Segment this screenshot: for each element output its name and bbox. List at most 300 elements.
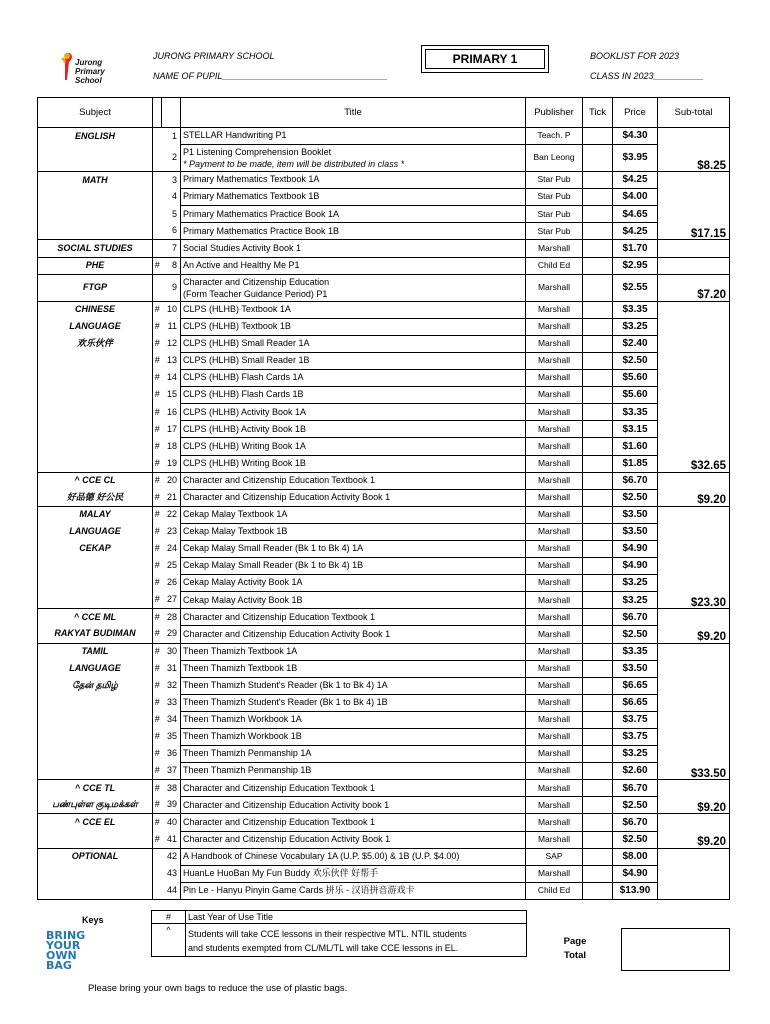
title-line: Theen Thamizh Student's Reader (Bk 1 to Bk 4) 1B xyxy=(183,697,388,708)
title-cell xyxy=(181,882,526,899)
tick-cell[interactable] xyxy=(583,626,613,643)
tick-cell[interactable] xyxy=(583,540,613,557)
mark-cell xyxy=(153,206,162,223)
title-cell xyxy=(181,848,526,865)
price-cell: $3.15 xyxy=(613,421,658,438)
mark-cell: # xyxy=(153,352,162,369)
table-row xyxy=(38,780,730,797)
mark-cell: # xyxy=(153,370,162,387)
tick-cell[interactable] xyxy=(583,421,613,438)
item-number: 44 xyxy=(162,882,181,899)
tick-cell[interactable] xyxy=(583,763,613,780)
publisher-cell: Marshall xyxy=(526,865,583,882)
subtotal-cell xyxy=(658,780,730,797)
item-number: 19 xyxy=(162,455,181,472)
price-cell: $6.70 xyxy=(613,609,658,626)
tick-cell[interactable] xyxy=(583,387,613,404)
price-cell: $5.60 xyxy=(613,370,658,387)
title-line: Character and Citizenship Education Textbook 1 xyxy=(183,611,375,622)
publisher-cell: Marshall xyxy=(526,352,583,369)
title-cell xyxy=(181,318,526,335)
mark-cell: # xyxy=(153,301,162,318)
price-cell: $6.70 xyxy=(613,780,658,797)
item-number: 30 xyxy=(162,643,181,660)
tick-cell[interactable] xyxy=(583,128,613,145)
tick-cell[interactable] xyxy=(583,558,613,575)
title-line: Character and Citizenship Education Textbook 1 xyxy=(183,782,375,793)
price-cell: $3.35 xyxy=(613,404,658,421)
subtotal-cell: $33.50 xyxy=(658,763,730,780)
publisher-cell: Marshall xyxy=(526,472,583,489)
title-cell xyxy=(181,746,526,763)
title-cell xyxy=(181,189,526,206)
price-cell: $2.95 xyxy=(613,257,658,274)
item-number: 43 xyxy=(162,865,181,882)
title-cell xyxy=(181,206,526,223)
mark-cell: # xyxy=(153,729,162,746)
item-number: 39 xyxy=(162,797,181,814)
item-number: 3 xyxy=(162,172,181,189)
subtotal-cell xyxy=(658,189,730,206)
mark-cell: # xyxy=(153,592,162,609)
tick-cell[interactable] xyxy=(583,609,613,626)
subject-cell xyxy=(38,206,153,223)
price-cell: $13.90 xyxy=(613,882,658,899)
tick-cell[interactable] xyxy=(583,274,613,301)
title-cell xyxy=(181,797,526,814)
col-tick: Tick xyxy=(583,98,613,128)
publisher-cell: Marshall xyxy=(526,643,583,660)
class-line[interactable]: __________ xyxy=(653,71,704,81)
tick-cell[interactable] xyxy=(583,404,613,421)
publisher-cell: Star Pub xyxy=(526,172,583,189)
subject-cell: RAKYAT BUDIMAN xyxy=(38,626,153,643)
mark-cell xyxy=(153,240,162,257)
table-row xyxy=(38,352,730,369)
price-cell: $1.60 xyxy=(613,438,658,455)
title-cell xyxy=(181,506,526,523)
tick-cell[interactable] xyxy=(583,523,613,540)
item-number: 5 xyxy=(162,206,181,223)
publisher-cell: Marshall xyxy=(526,660,583,677)
publisher-cell: Marshall xyxy=(526,592,583,609)
col-publisher: Publisher xyxy=(526,98,583,128)
table-row xyxy=(38,746,730,763)
publisher-cell: Marshall xyxy=(526,523,583,540)
subtotal-cell xyxy=(658,352,730,369)
school-name: JURONG PRIMARY SCHOOL xyxy=(153,51,275,61)
item-number: 8 xyxy=(162,257,181,274)
publisher-cell: Star Pub xyxy=(526,189,583,206)
item-number: 27 xyxy=(162,592,181,609)
table-row xyxy=(38,711,730,728)
subject-cell: MALAY xyxy=(38,506,153,523)
title-cell xyxy=(181,643,526,660)
item-number: 12 xyxy=(162,335,181,352)
mark-cell: # xyxy=(153,643,162,660)
price-cell: $1.70 xyxy=(613,240,658,257)
subject-cell xyxy=(38,575,153,592)
item-number: 32 xyxy=(162,677,181,694)
level-label: PRIMARY 1 xyxy=(425,49,545,69)
tick-cell[interactable] xyxy=(583,489,613,506)
table-row xyxy=(38,729,730,746)
price-cell: $3.25 xyxy=(613,575,658,592)
publisher-cell: Marshall xyxy=(526,438,583,455)
subject-cell xyxy=(38,711,153,728)
publisher-cell: Child Ed xyxy=(526,257,583,274)
mark-cell: # xyxy=(153,335,162,352)
tick-cell[interactable] xyxy=(583,831,613,848)
mark-cell: # xyxy=(153,421,162,438)
subject-cell: 欢乐伙伴 xyxy=(38,335,153,352)
subtotal-cell xyxy=(658,370,730,387)
logo-line-2: Primary xyxy=(75,67,105,76)
title-line: Theen Thamizh Penmanship 1B xyxy=(183,765,312,776)
table-row xyxy=(38,523,730,540)
class-text: CLASS IN 2023 xyxy=(590,71,654,81)
publisher-cell: Marshall xyxy=(526,763,583,780)
subtotal-cell xyxy=(658,506,730,523)
title-line-2: (Form Teacher Guidance Period) P1 xyxy=(183,288,328,299)
subtotal-cell xyxy=(658,677,730,694)
subtotal-cell xyxy=(658,404,730,421)
byob-line3: OWN xyxy=(46,949,77,962)
subtotal-cell xyxy=(658,575,730,592)
title-line: CLPS (HLHB) Flash Cards 1B xyxy=(183,389,304,400)
title-cell xyxy=(181,780,526,797)
tick-cell[interactable] xyxy=(583,506,613,523)
title-line: Character and Citizenship Education Textbook 1 xyxy=(183,816,375,827)
booklist-year: BOOKLIST FOR 2023 xyxy=(590,51,680,61)
title-cell xyxy=(181,301,526,318)
price-cell: $5.60 xyxy=(613,387,658,404)
title-line: Theen Thamizh Penmanship 1A xyxy=(183,748,312,759)
footer-note: Please bring your own bags to reduce the use of plastic bags. xyxy=(88,983,348,994)
subtotal-cell xyxy=(658,609,730,626)
title-line: Cekap Malay Activity Book 1B xyxy=(183,594,303,605)
publisher-cell: Marshall xyxy=(526,370,583,387)
subject-cell xyxy=(38,763,153,780)
tick-cell[interactable] xyxy=(583,677,613,694)
tick-cell[interactable] xyxy=(583,352,613,369)
tick-cell[interactable] xyxy=(583,335,613,352)
mark-cell: # xyxy=(153,831,162,848)
publisher-cell: Marshall xyxy=(526,711,583,728)
keys-table xyxy=(151,910,527,957)
tick-cell[interactable] xyxy=(583,780,613,797)
item-number: 36 xyxy=(162,746,181,763)
subtotal-cell xyxy=(658,814,730,831)
subject-cell: TAMIL xyxy=(38,643,153,660)
mark-cell: # xyxy=(153,438,162,455)
tick-cell[interactable] xyxy=(583,746,613,763)
tick-cell[interactable] xyxy=(583,240,613,257)
publisher-cell: Marshall xyxy=(526,301,583,318)
item-number: 16 xyxy=(162,404,181,421)
table-row xyxy=(38,643,730,660)
tick-cell[interactable] xyxy=(583,301,613,318)
mark-cell: # xyxy=(153,489,162,506)
mark-cell xyxy=(153,882,162,899)
col-title: Title xyxy=(181,98,526,128)
price-cell: $4.90 xyxy=(613,865,658,882)
item-number: 25 xyxy=(162,558,181,575)
mark-cell: # xyxy=(153,318,162,335)
table-header-row xyxy=(38,98,730,128)
price-cell: $3.50 xyxy=(613,523,658,540)
item-number: 14 xyxy=(162,370,181,387)
subject-cell: CHINESE xyxy=(38,301,153,318)
title-line: A Handbook of Chinese Vocabulary 1A (U.P. $5.00) & 1B (U.P. $4.00) xyxy=(183,850,460,861)
booklist-body xyxy=(38,128,730,900)
price-cell: $6.70 xyxy=(613,472,658,489)
item-number: 15 xyxy=(162,387,181,404)
title-cell xyxy=(181,455,526,472)
title-cell xyxy=(181,711,526,728)
subject-cell xyxy=(38,387,153,404)
table-row xyxy=(38,455,730,472)
title-line: Character and Citizenship Education xyxy=(183,276,330,287)
table-row xyxy=(38,257,730,274)
subject-cell xyxy=(38,421,153,438)
tick-cell[interactable] xyxy=(583,318,613,335)
mark-cell: # xyxy=(153,523,162,540)
tick-cell[interactable] xyxy=(583,592,613,609)
publisher-cell: Marshall xyxy=(526,335,583,352)
page-total-box[interactable] xyxy=(621,928,730,971)
subject-cell xyxy=(38,352,153,369)
item-number: 6 xyxy=(162,223,181,240)
col-number xyxy=(162,98,181,128)
table-row xyxy=(38,472,730,489)
title-cell xyxy=(181,592,526,609)
item-number: 20 xyxy=(162,472,181,489)
mark-cell: # xyxy=(153,540,162,557)
tick-cell[interactable] xyxy=(583,848,613,865)
tick-cell[interactable] xyxy=(583,882,613,899)
price-cell: $3.35 xyxy=(613,643,658,660)
tick-cell[interactable] xyxy=(583,455,613,472)
mark-cell xyxy=(153,172,162,189)
title-cell xyxy=(181,540,526,557)
col-mark xyxy=(153,98,162,128)
table-row xyxy=(38,240,730,257)
subject-cell: PHE xyxy=(38,257,153,274)
title-line: Character and Citizenship Education Activity Book 1 xyxy=(183,628,391,639)
tick-cell[interactable] xyxy=(583,865,613,882)
mark-cell: # xyxy=(153,257,162,274)
subject-cell xyxy=(38,455,153,472)
publisher-cell: SAP xyxy=(526,848,583,865)
mark-cell xyxy=(153,848,162,865)
mark-cell: # xyxy=(153,558,162,575)
table-row xyxy=(38,438,730,455)
subject-cell xyxy=(38,694,153,711)
title-cell xyxy=(181,489,526,506)
tick-cell[interactable] xyxy=(583,814,613,831)
tick-cell[interactable] xyxy=(583,711,613,728)
table-row xyxy=(38,274,730,301)
price-cell: $2.40 xyxy=(613,335,658,352)
tick-cell[interactable] xyxy=(583,223,613,240)
tick-cell[interactable] xyxy=(583,370,613,387)
title-line-2: * Payment to be made, item will be distributed in class * xyxy=(183,159,405,170)
subject-cell xyxy=(38,729,153,746)
table-row xyxy=(38,335,730,352)
page-total-line2: Total xyxy=(564,950,586,961)
table-row xyxy=(38,660,730,677)
title-cell xyxy=(181,240,526,257)
tick-cell[interactable] xyxy=(583,438,613,455)
title-cell xyxy=(181,223,526,240)
tick-cell[interactable] xyxy=(583,694,613,711)
title-line: CLPS (HLHB) Activity Book 1B xyxy=(183,423,307,434)
title-cell xyxy=(181,404,526,421)
pupil-name-line[interactable]: _________________________________ xyxy=(222,71,388,81)
subject-cell: ^ CCE CL xyxy=(38,472,153,489)
table-row xyxy=(38,831,730,848)
title-cell xyxy=(181,128,526,145)
title-line: HuanLe HuoBan My Fun Buddy 欢乐伙伴 好帮手 xyxy=(183,868,379,879)
subtotal-cell xyxy=(658,421,730,438)
item-number: 13 xyxy=(162,352,181,369)
byob-logo xyxy=(46,931,86,993)
item-number: 11 xyxy=(162,318,181,335)
price-cell: $2.50 xyxy=(613,831,658,848)
title-line: Pin Le - Hanyu Pinyin Game Cards 拼乐 - 汉语拼音游戏卡 xyxy=(183,885,415,896)
col-price: Price xyxy=(613,98,658,128)
subject-cell xyxy=(38,746,153,763)
title-cell xyxy=(181,694,526,711)
subject-cell: MATH xyxy=(38,172,153,189)
title-cell xyxy=(181,387,526,404)
table-row xyxy=(38,128,730,145)
tick-cell[interactable] xyxy=(583,189,613,206)
tick-cell[interactable] xyxy=(583,206,613,223)
table-row xyxy=(38,370,730,387)
title-line: Theen Thamizh Student's Reader (Bk 1 to Bk 4) 1A xyxy=(183,680,388,691)
title-cell xyxy=(181,763,526,780)
col-subtotal: Sub-total xyxy=(658,98,730,128)
table-row xyxy=(38,404,730,421)
publisher-cell: Marshall xyxy=(526,626,583,643)
price-cell: $2.50 xyxy=(613,489,658,506)
table-row xyxy=(38,489,730,506)
tick-cell[interactable] xyxy=(583,797,613,814)
subtotal-cell xyxy=(658,711,730,728)
title-line: Cekap Malay Small Reader (Bk 1 to Bk 4) 1A xyxy=(183,543,364,554)
table-row xyxy=(38,301,730,318)
price-cell: $3.75 xyxy=(613,711,658,728)
title-line: CLPS (HLHB) Textbook 1B xyxy=(183,321,291,332)
subtotal-cell xyxy=(658,172,730,189)
mark-cell: # xyxy=(153,660,162,677)
price-cell: $3.50 xyxy=(613,506,658,523)
tick-cell[interactable] xyxy=(583,472,613,489)
title-cell xyxy=(181,814,526,831)
title-cell xyxy=(181,421,526,438)
logo-line-1: Jurong xyxy=(75,58,103,67)
publisher-cell: Marshall xyxy=(526,694,583,711)
tick-cell[interactable] xyxy=(583,660,613,677)
price-cell: $3.35 xyxy=(613,301,658,318)
tick-cell[interactable] xyxy=(583,145,613,172)
title-line: CLPS (HLHB) Small Reader 1B xyxy=(183,355,310,366)
subtotal-cell xyxy=(658,318,730,335)
subject-cell: FTGP xyxy=(38,274,153,301)
mark-cell: # xyxy=(153,780,162,797)
publisher-cell: Marshall xyxy=(526,677,583,694)
title-line: CLPS (HLHB) Flash Cards 1A xyxy=(183,372,304,383)
title-line: CLPS (HLHB) Writing Book 1A xyxy=(183,440,306,451)
table-row xyxy=(38,206,730,223)
tick-cell[interactable] xyxy=(583,729,613,746)
subject-cell xyxy=(38,558,153,575)
pupil-label: NAME OF PUPIL xyxy=(153,71,223,81)
title-line: Primary Mathematics Textbook 1A xyxy=(183,174,320,185)
item-number: 21 xyxy=(162,489,181,506)
subject-cell xyxy=(38,145,153,172)
subtotal-cell xyxy=(658,206,730,223)
title-line: Theen Thamizh Textbook 1A xyxy=(183,645,298,656)
publisher-cell: Star Pub xyxy=(526,206,583,223)
publisher-cell: Marshall xyxy=(526,609,583,626)
title-cell xyxy=(181,575,526,592)
subtotal-cell: $9.20 xyxy=(658,831,730,848)
subject-cell xyxy=(38,592,153,609)
subject-cell: பண்புள்ள குடிமக்கள் xyxy=(38,797,153,814)
price-cell: $6.65 xyxy=(613,694,658,711)
subject-cell xyxy=(38,438,153,455)
item-number: 37 xyxy=(162,763,181,780)
subtotal-cell xyxy=(658,643,730,660)
publisher-cell: Marshall xyxy=(526,814,583,831)
mark-cell: # xyxy=(153,677,162,694)
title-cell xyxy=(181,145,526,172)
mark-cell xyxy=(153,865,162,882)
item-number: 33 xyxy=(162,694,181,711)
mark-cell xyxy=(153,189,162,206)
item-number: 2 xyxy=(162,145,181,172)
tick-cell[interactable] xyxy=(583,575,613,592)
publisher-cell: Marshall xyxy=(526,729,583,746)
table-row xyxy=(38,797,730,814)
title-cell xyxy=(181,352,526,369)
tick-cell[interactable] xyxy=(583,172,613,189)
booklist-table xyxy=(37,97,730,900)
price-cell: $3.95 xyxy=(613,145,658,172)
price-cell: $4.90 xyxy=(613,540,658,557)
table-row xyxy=(38,387,730,404)
subtotal-cell: $9.20 xyxy=(658,489,730,506)
price-cell: $4.65 xyxy=(613,206,658,223)
title-line: Primary Mathematics Practice Book 1B xyxy=(183,225,340,236)
table-row xyxy=(38,626,730,643)
price-cell: $3.25 xyxy=(613,318,658,335)
title-line: Character and Citizenship Education Textbook 1 xyxy=(183,474,375,485)
tick-cell[interactable] xyxy=(583,257,613,274)
price-cell: $8.00 xyxy=(613,848,658,865)
subtotal-cell xyxy=(658,438,730,455)
tick-cell[interactable] xyxy=(583,643,613,660)
title-cell xyxy=(181,172,526,189)
subtotal-cell: $9.20 xyxy=(658,626,730,643)
item-number: 29 xyxy=(162,626,181,643)
price-cell: $3.25 xyxy=(613,746,658,763)
subtotal-cell xyxy=(658,335,730,352)
title-cell xyxy=(181,274,526,301)
